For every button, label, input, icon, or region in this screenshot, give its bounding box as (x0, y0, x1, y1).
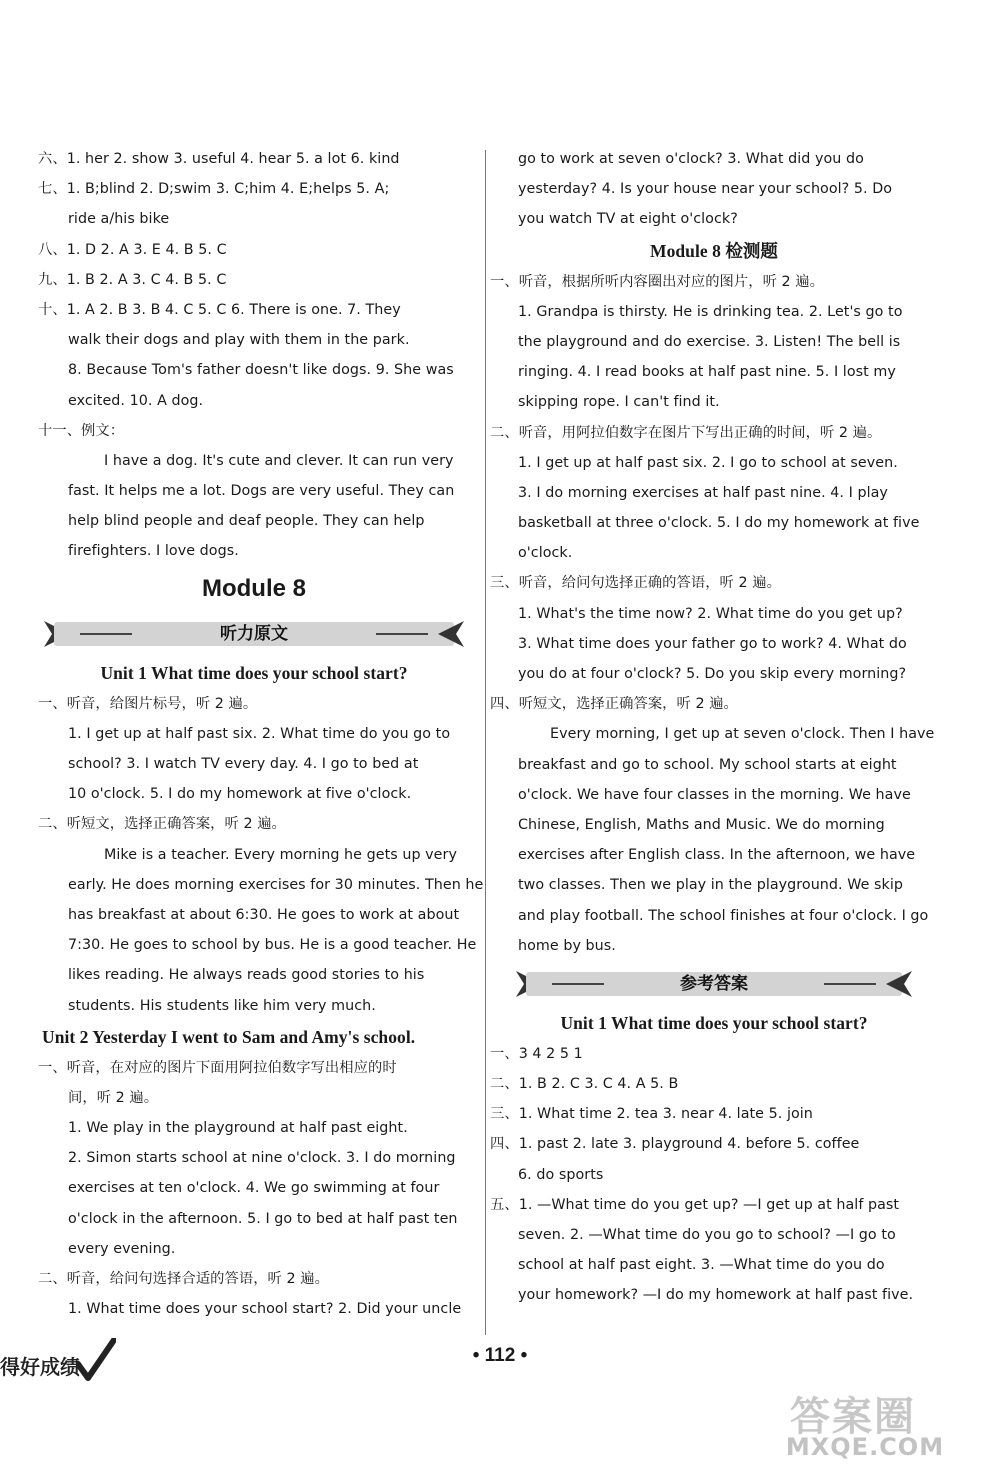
answer-line: ride a/his bike (68, 211, 170, 228)
answer-line: 6. do sports (518, 1166, 604, 1183)
text-line: school? 3. I watch TV every day. 4. I go to bed at (68, 756, 419, 772)
question-line: 二、听音，用阿拉伯数字在图片下写出正确的时间，听 2 遍。 (490, 424, 882, 441)
text-line: skipping rope. I can't find it. (518, 394, 720, 411)
answer-line: 五、1. —What time do you get up? —I get up at half past (490, 1196, 900, 1213)
question-line: 一、听音，根据所听内容圈出对应的图片，听 2 遍。 (490, 273, 824, 290)
essay-line: firefighters. I love dogs. (68, 543, 239, 560)
essay-line: I have a dog. It's cute and clever. It can run very (104, 452, 454, 469)
text-line: o'clock in the afternoon. 5. I go to bed at half past ten (68, 1210, 458, 1227)
listening-banner (38, 615, 470, 653)
text-line: home by bus. (518, 937, 616, 954)
text-line: 2. Simon starts school at nine o'clock. 3. I do morning (68, 1150, 456, 1167)
answer-line: your homework? —I do my homework at half past five. (518, 1287, 914, 1304)
page-number: • 112 • (472, 1345, 528, 1366)
column-divider (485, 150, 486, 1335)
unit-heading: Unit 1 What time does your school start? (560, 1012, 868, 1033)
text-line: 7:30. He goes to school by bus. He is a good teacher. He (68, 937, 477, 954)
text-line: two classes. Then we play in the playground. We skip (518, 877, 903, 894)
text-line: and play football. The school finishes at four o'clock. I go (518, 907, 929, 924)
text-line: Every morning, I get up at seven o'clock. Then I have (550, 726, 935, 743)
text-line: basketball at three o'clock. 5. I do my homework at five (518, 515, 920, 532)
answer-line: 三、1. What time 2. tea 3. near 4. late 5. join (490, 1106, 813, 1123)
question-line: 一、听音，给图片标号，听 2 遍。 (38, 695, 258, 712)
text-line: exercises at ten o'clock. 4. We go swimming at four (68, 1180, 440, 1197)
text-line: Chinese, English, Maths and Music. We do morning (518, 816, 885, 833)
answer-line: 一、3 4 2 5 1 (490, 1045, 583, 1062)
unit-heading: Unit 2 Yesterday I went to Sam and Amy's school. (42, 1026, 416, 1047)
text-line: go to work at seven o'clock? 3. What did you do (518, 151, 864, 167)
answer-line: 8. Because Tom's father doesn't like dogs. 9. She was (68, 362, 454, 379)
banner-label: 听力原文 (220, 623, 288, 644)
text-line: 1. What time does your school start? 2. Did your uncle (68, 1301, 462, 1318)
banner-label: 参考答案 (680, 973, 748, 994)
answer-line: 十一、例文： (38, 422, 125, 439)
text-line: has breakfast at about 6:30. He goes to work at about (68, 906, 460, 923)
text-line: exercises after English class. In the afternoon, we have (518, 847, 916, 864)
answers-banner (510, 965, 918, 1003)
text-line: 3. I do morning exercises at half past nine. 4. I play (518, 484, 888, 501)
answer-line: 十、1. A 2. B 3. B 4. C 5. C 6. There is one. 7. They (38, 301, 401, 318)
text-line: yesterday? 4. Is your house near your school? 5. Do (518, 181, 893, 198)
text-line: o'clock. We have four classes in the morning. We have (518, 786, 911, 803)
text-line: o'clock. (518, 545, 573, 562)
question-line: 四、听短文，选择正确答案，听 2 遍。 (490, 696, 738, 713)
right-column (490, 144, 935, 1311)
question-line: 间，听 2 遍。 (68, 1089, 159, 1106)
text-line: 1. I get up at half past six. 2. I go to school at seven. (518, 454, 898, 471)
watermark-url: MXQE.COM (785, 1433, 945, 1461)
answer-line: 四、1. past 2. late 3. playground 4. before 5. coffee (490, 1136, 860, 1153)
answer-line: 八、1. D 2. A 3. E 4. B 5. C (38, 241, 227, 258)
text-line: 1. Grandpa is thirsty. He is drinking tea. 2. Let's go to (518, 303, 903, 320)
text-line: 10 o'clock. 5. I do my homework at five o'clock. (68, 786, 412, 803)
answer-line: seven. 2. —What time do you go to school? —I go to (518, 1227, 896, 1243)
text-line: you do at four o'clock? 5. Do you skip every morning? (518, 666, 907, 682)
watermark-logo: 答案圈 (790, 1394, 916, 1440)
text-line: breakfast and go to school. My school starts at eight (518, 756, 897, 773)
answer-line: 九、1. B 2. A 3. C 4. B 5. C (38, 271, 227, 288)
text-line: early. He does morning exercises for 30 minutes. Then he (68, 876, 484, 893)
text-line: Mike is a teacher. Every morning he gets up very (104, 846, 457, 863)
watermark (770, 1385, 960, 1465)
text-line: likes reading. He always reads good stories to his (68, 967, 425, 984)
text-line: the playground and do exercise. 3. Listen! The bell is (518, 333, 901, 350)
essay-line: help blind people and deaf people. They can help (68, 513, 425, 530)
text-line: 1. I get up at half past six. 2. What time do you go to (68, 725, 451, 742)
answer-line: school at half past eight. 3. —What time do you do (518, 1257, 885, 1274)
text-line: students. His students like him very much. (68, 997, 376, 1014)
question-line: 二、听音，给问句选择合适的答语，听 2 遍。 (38, 1271, 329, 1287)
test-heading: Module 8 检测题 (650, 240, 778, 261)
module-title: Module 8 (201, 574, 306, 602)
question-line: 二、听短文，选择正确答案，听 2 遍。 (38, 816, 286, 833)
answer-line: 六、1. her 2. show 3. useful 4. hear 5. a lot 6. kind (38, 151, 400, 167)
question-line: 三、听音，给问句选择正确的答语，听 2 遍。 (490, 575, 781, 592)
text-line: you watch TV at eight o'clock? (518, 211, 738, 228)
answer-line: excited. 10. A dog. (68, 392, 204, 409)
logo-text: 得好成绩 (0, 1355, 80, 1379)
question-line: 一、听音，在对应的图片下面用阿拉伯数字写出相应的时 (38, 1059, 397, 1076)
text-line: ringing. 4. I read books at half past nine. 5. I lost my (518, 364, 896, 381)
text-line: 3. What time does your father go to work? 4. What do (518, 635, 907, 652)
text-line: 1. What's the time now? 2. What time do you get up? (518, 605, 903, 622)
text-line: 1. We play in the playground at half past eight. (68, 1120, 408, 1137)
text-line: every evening. (68, 1240, 176, 1257)
answer-line: walk their dogs and play with them in the park. (68, 332, 410, 349)
left-column (38, 144, 484, 1324)
unit-heading: Unit 1 What time does your school start? (100, 662, 408, 683)
answer-line: 二、1. B 2. C 3. C 4. A 5. B (490, 1076, 679, 1093)
essay-line: fast. It helps me a lot. Dogs are very useful. They can (68, 483, 455, 500)
answer-line: 七、1. B;blind 2. D;swim 3. C;him 4. E;helps 5. A; (38, 181, 390, 198)
